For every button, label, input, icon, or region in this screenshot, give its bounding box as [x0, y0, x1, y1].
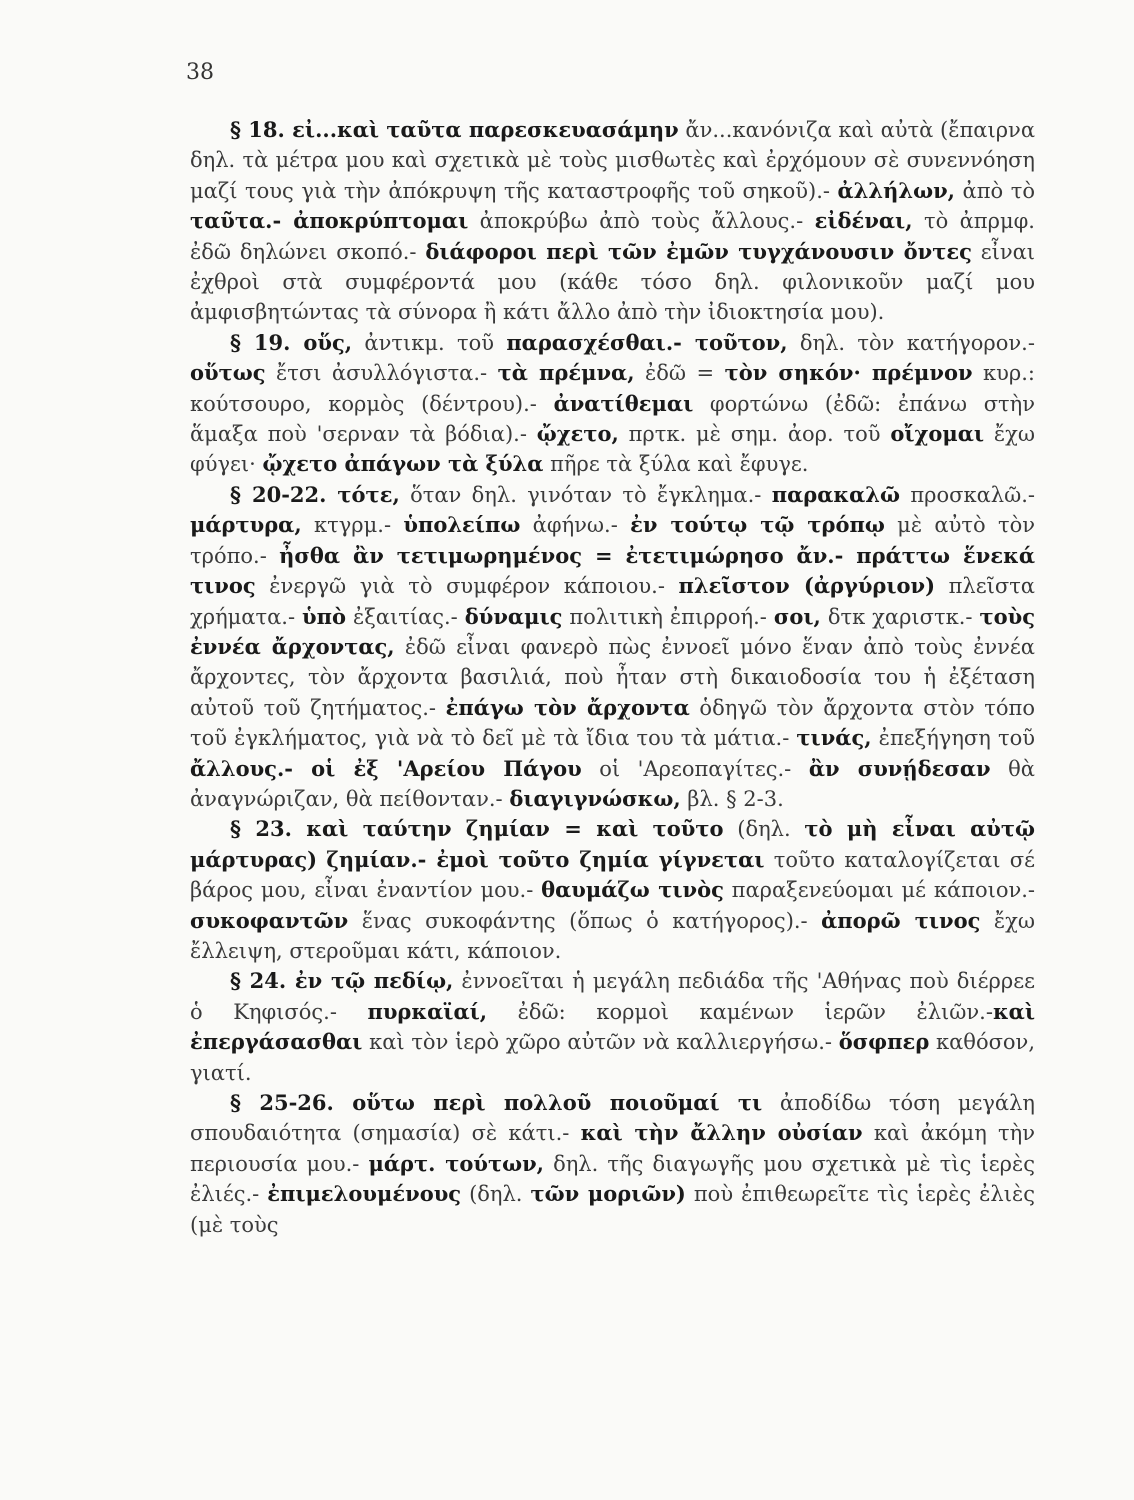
- headword: τὸ μὴ εἶναι αὐτῷ μάρτυρας): [190, 816, 1035, 872]
- headword: μάρτ. τούτων,: [368, 1150, 544, 1176]
- headword: ᾤχετο ἀπάγων τὰ ξύλα: [262, 451, 544, 477]
- gloss-text: οἱ 'Αρεοπαγίτες.-: [581, 756, 809, 781]
- headword: θαυμάζω τινὸς: [541, 877, 724, 903]
- headword: § 24. ἐν τῷ πεδίῳ,: [230, 968, 454, 994]
- gloss-text: πῆρε τὰ ξύλα καὶ ἔφυγε.: [543, 452, 809, 477]
- gloss-text: ἀποκρύβω ἀπὸ τοὺς ἄλλους.-: [468, 209, 815, 234]
- gloss-text: δτκ χαριστκ.-: [820, 604, 980, 629]
- gloss-text: δηλ. τὸν κατήγορον.-: [787, 330, 1035, 355]
- headword: παρακαλῶ: [771, 481, 901, 507]
- headword: ἀνατίθεμαι: [553, 390, 694, 416]
- headword: ἀλλήλων,: [837, 177, 955, 203]
- headword: οὕτως: [190, 360, 266, 386]
- headword: ᾤχετο,: [536, 421, 619, 447]
- gloss-text: προσκαλῶ.-: [900, 482, 1035, 507]
- headword: ὑπολείπω: [403, 512, 521, 538]
- headword: § 25-26. οὕτω περὶ πολλοῦ ποιοῦμαί τι: [230, 1090, 763, 1115]
- gloss-text: ἐννοεῖται ἡ μεγάλη πεδιάδα τῆς 'Αθήνας ποὺ διέρρεε ὁ Κηφισός.-: [190, 969, 1035, 1024]
- gloss-text: κυρ.: κούτσουρο, κορμὸς (δέντρου).-: [190, 361, 1035, 416]
- gloss-text: ἐδῶ: κορμοὶ καμένων ἱερῶν ἐλιῶν.-: [487, 999, 993, 1024]
- headword: § 23. καὶ ταύτην ζημίαν = καὶ τοῦτο: [230, 816, 724, 842]
- headword: ὑπὸ: [302, 603, 346, 629]
- headword: ἐπάγω τὸν ἄρχοντα: [445, 694, 690, 720]
- gloss-text: κτγρμ.-: [301, 513, 404, 538]
- paragraph-24: [190, 966, 1035, 1088]
- headword: ἐπιμελουμένους: [267, 1181, 462, 1207]
- paragraph-18: [190, 115, 1035, 328]
- gloss-text: ἐδῶ =: [634, 361, 725, 386]
- page-number: 38: [186, 60, 214, 85]
- gloss-text: καὶ τὸν ἱερὸ χῶρο αὐτῶν νὰ καλλιεργήσω.-: [362, 1030, 839, 1055]
- headword: οἴχομαι: [890, 421, 985, 447]
- headword: ἐν τούτῳ τῷ τρόπῳ: [630, 512, 885, 538]
- headword: τὰ πρέμνα,: [497, 360, 635, 386]
- gloss-text: ἀντικμ. τοῦ: [352, 330, 507, 355]
- headword: σοι,: [773, 603, 821, 629]
- gloss-text: πολιτικὴ ἐπιρροή.-: [562, 604, 774, 629]
- headword: ἦσθα ἂν τετιμωρημένος = ἐτετιμώρησο ἄν.- πράττω ἕνεκά τινος: [190, 542, 1035, 599]
- gloss-text: βλ. § 2-3.: [680, 786, 784, 811]
- headword: πυρκαϊαί,: [367, 998, 488, 1024]
- gloss-text: ἔχω φύγει·: [190, 422, 1035, 477]
- headword: παρασχέσθαι.- τοῦτον,: [506, 329, 788, 355]
- gloss-text: ἀποδίδω τόση μεγάλη σπουδαιότητα (σημασία) σὲ κάτι.-: [190, 1091, 1036, 1146]
- gloss-text: (δηλ.: [723, 817, 805, 842]
- gloss-text: ἔχω ἔλλειψη, στεροῦμαι κάτι, κάποιον.: [190, 908, 1036, 963]
- headword: § 19. οὕς,: [230, 329, 353, 355]
- headword: δύναμις: [464, 603, 563, 629]
- gloss-text: τοῦτο καταλογίζεται σέ βάρος μου, εἶναι ἐναντίον μου.-: [190, 847, 1035, 903]
- gloss-text: εἶναι ἐχθροὶ στὰ συμφέροντά μου (κάθε τόσο δηλ. φιλονικοῦν μαζί μου ἀμφισβητώντας τὰ σύνορα ἢ κάτι ἄλλο ἀπὸ τὴν ἰδιοκτησία μου).: [190, 239, 1035, 325]
- headword: καὶ τὴν ἄλλην οὐσίαν: [580, 1120, 863, 1146]
- gloss-text: ἐξαιτίας.-: [345, 604, 465, 629]
- headword: § 20-22. τότε,: [230, 481, 400, 507]
- headword: τοὺς ἐννέα ἄρχοντας,: [190, 603, 1035, 659]
- gloss-text: καθόσον, γιατί.: [190, 1030, 1036, 1085]
- gloss-text: ἐδῶ εἶναι φανερὸ πὼς ἐννοεῖ μόνο ἕναν ἀπὸ τοὺς ἐννέα ἄρχοντες, τὸν ἄρχοντα βασιλιά, ποὺ ἦταν στὴ δικαιοδοσία του ἡ ἐξέταση αὐτοῦ τοῦ ζητήματος.-: [190, 634, 1035, 720]
- gloss-text: ὁδηγῶ τὸν ἄρχοντα στὸν τόπο τοῦ ἐγκλήματος, γιὰ νὰ τὸ δεῖ μὲ τὰ ἴδια του τὰ μάτια.-: [190, 695, 1035, 751]
- headword: ταῦτα.- ἀποκρύπτομαι: [190, 208, 469, 234]
- headword: διαγιγνώσκω,: [509, 785, 681, 811]
- headword: συκοφαντῶν: [190, 907, 349, 933]
- headword: ἀπορῶ τινος: [821, 907, 981, 933]
- gloss-text: ποὺ ἐπιθεωρεῖτε τὶς ἱερὲς ἐλιὲς (μὲ τοὺς: [190, 1182, 1035, 1237]
- gloss-text: φορτώνω (ἐδῶ: ἐπάνω στὴν ἅμαξα ποὺ 'σερναν τὰ βόδια).-: [190, 391, 1035, 447]
- headword: τὸν σηκόν· πρέμνον: [724, 360, 973, 386]
- gloss-text: πρτκ. μὲ σημ. ἀορ. τοῦ: [618, 422, 891, 447]
- headword: διάφοροι περὶ τῶν ἐμῶν τυγχάνουσιν ὄντες: [425, 238, 972, 264]
- gloss-text: (δηλ.: [461, 1182, 531, 1207]
- commentary-text: [190, 115, 1035, 1240]
- gloss-text: πλεῖστα χρήματα.-: [190, 574, 1035, 629]
- gloss-text: ἀπὸ τὸ: [955, 178, 1035, 203]
- paragraph-25-26: [190, 1088, 1035, 1240]
- gloss-text: δηλ. τῆς διαγωγῆς μου σχετικὰ μὲ τὶς ἱερὲς ἐλιές.-: [190, 1151, 1035, 1207]
- gloss-text: ἐνεργῶ γιὰ τὸ συμφέρον κάποιου.-: [255, 574, 679, 599]
- gloss-text: μὲ αὐτὸ τὸν τρόπο.-: [190, 513, 1035, 568]
- headword: μάρτυρα,: [190, 512, 302, 538]
- gloss-text: παραξενεύομαι μέ κάποιον.-: [723, 878, 1035, 903]
- headword: καὶ ἐπεργάσασθαι: [190, 998, 1035, 1055]
- gloss-text: [317, 848, 326, 872]
- gloss-text: ἔτσι ἀσυλλόγιστα.-: [265, 361, 498, 386]
- paragraph-20-22: [190, 480, 1035, 814]
- headword: ἄλλους.- οἱ ἐξ 'Αρείου Πάγου: [190, 755, 582, 781]
- headword: τινάς,: [796, 725, 872, 751]
- gloss-text: ἐπεξήγηση τοῦ: [871, 726, 1035, 751]
- paragraph-19: [190, 328, 1035, 480]
- gloss-text: ἕνας συκοφάντης (ὅπως ὁ κατήγορος).-: [348, 908, 822, 933]
- headword: τῶν μοριῶν): [530, 1181, 686, 1207]
- gloss-text: καὶ ἀκόμη τὴν περιουσία μου.-: [190, 1121, 1035, 1176]
- paragraph-23: [190, 814, 1035, 966]
- gloss-text: ὅταν δηλ. γινόταν τὸ ἔγκλημα.-: [399, 482, 772, 507]
- gloss-text: ἀφήνω.-: [520, 513, 631, 538]
- gloss-text: θὰ ἀναγνώριζαν, θὰ πείθονταν.-: [190, 756, 1035, 811]
- headword: ὅσφπερ: [838, 1029, 930, 1055]
- headword: εἰδέναι,: [814, 208, 913, 234]
- gloss-text: ἄν...κανόνιζα καὶ αὐτὰ (ἔπαιρνα δηλ. τὰ μέτρα μου καὶ σχετικὰ μὲ τοὺς μισθωτὲς καὶ ἐρχόμουν σὲ συνεννόηση μαζί τους γιὰ τὴν ἀπόκρυψη τῆς καταστροφῆς τοῦ σηκοῦ).-: [190, 118, 1035, 203]
- gloss-text: τὸ ἀπρμφ. ἐδῶ δηλώνει σκοπό.-: [190, 209, 1035, 264]
- headword: ζημίαν.- ἐμοὶ τοῦτο ζημία γίγνεται: [326, 846, 765, 872]
- headword: πλεῖστον (ἀργύριον): [678, 573, 936, 599]
- headword: ἂν συνῄδεσαν: [808, 755, 991, 781]
- headword: § 18. εἰ...καὶ ταῦτα παρεσκευασάμην: [230, 117, 679, 142]
